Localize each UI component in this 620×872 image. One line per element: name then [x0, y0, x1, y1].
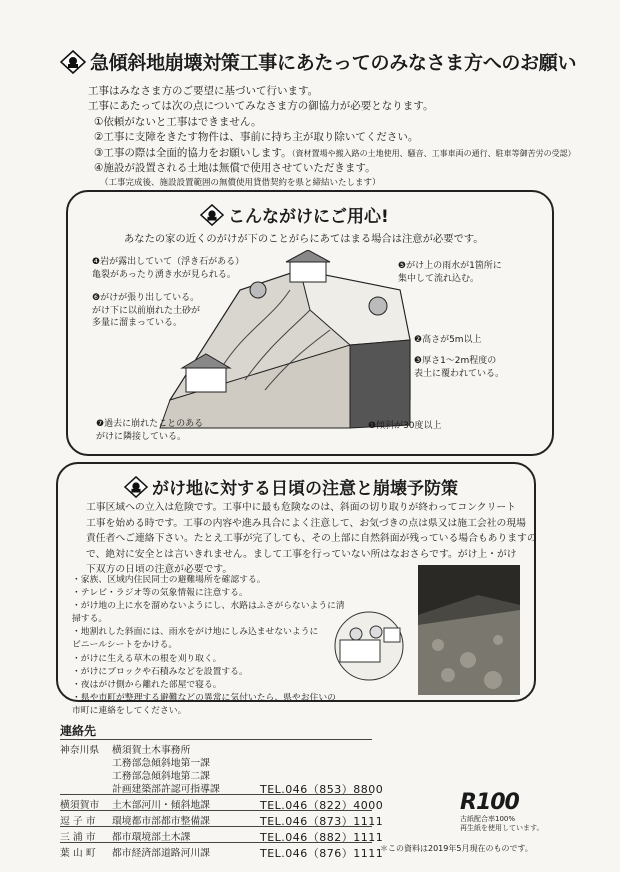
body-line: 下双方の日頃の注意が必要です。: [86, 564, 233, 576]
dept-cell: 計画建築部許認可指導課: [112, 784, 220, 795]
tel-cell: TEL.046（876）1111: [260, 847, 384, 860]
intro-item: ④施設が設置される土地は無償で使用させていただきます。: [94, 162, 376, 175]
label-6: [92, 292, 200, 330]
label-line: ❸厚さ1～2m程度の: [414, 356, 497, 366]
landslide-photo: [418, 565, 520, 695]
area-cell: 神奈川県: [60, 745, 100, 756]
label-line: 亀裂があったり湧き水が見られる。: [92, 269, 236, 280]
list-item: ・夜はがけ側から離れた部屋で寝る。: [72, 679, 222, 690]
recycle-mark: [460, 790, 543, 833]
section1-title-text: こんながけにご用心!: [228, 207, 389, 227]
construction-worker-icon: [124, 476, 148, 498]
label-line: 多量に溜まっている。: [92, 318, 183, 328]
list-item: ・テレビ・ラジオ等の気象情報に注意する。: [72, 588, 248, 599]
intro-item: ①依頼がないと工事はできません。: [94, 115, 262, 128]
contact-table: [60, 742, 384, 860]
divider: [60, 739, 372, 740]
tel-cell: TEL.046（822）4000: [260, 799, 384, 812]
page-title: [60, 48, 576, 75]
dept-cell: 環境都市部都市整備課: [112, 816, 210, 827]
list-item: 市町に連絡をしてください。: [72, 705, 187, 716]
list-item: ・がけにブロックや石積みなどを設置する。: [72, 666, 248, 677]
label-2: ❷高さが5m以上: [414, 335, 482, 345]
label-3: [414, 355, 504, 380]
section2-title-text: がけ地に対する日頃の注意と崩壊予防策: [152, 479, 458, 499]
body-line: 責任者へご連絡下さい。たとえ工事が完了しても、その上部に自然斜面が残っている場合もありますの: [86, 533, 537, 545]
prevention-list: [72, 574, 352, 718]
intro-item-text: ③工事の際は全面的協力をお願いします。: [94, 146, 292, 159]
dept-cell: 都市環境部土木課: [112, 832, 191, 843]
area-cell: 横須賀市: [60, 800, 100, 811]
body-line: 工事を始める時です。工事の内容や進み具合によく注意して、お気づきの点は県又は施工会社の現場: [86, 517, 526, 529]
list-item: ・がけ地の上に水を溜めないようにし、水路はふさがらないように清掃する。: [72, 601, 345, 625]
body-line: 工事区域への立入は危険です。工事中に最も危険なのは、斜面の切り取りが終わってコンクリート: [86, 502, 516, 513]
recycle-text: 古紙配合率100%: [460, 815, 516, 823]
family-illustration: [326, 610, 412, 682]
dept-cell: 土木部河川・傾斜地課: [112, 800, 210, 811]
label-line: ❻がけが張り出している。: [92, 293, 200, 303]
construction-worker-icon: [200, 204, 224, 226]
dept-cell: 工務部急傾斜地第一課: [112, 758, 210, 769]
label-line: がけに隣接している。: [96, 431, 187, 442]
recycle-text: 再生紙を使用しています。: [460, 824, 544, 832]
label-5: [398, 260, 502, 285]
page-title-text: 急傾斜地崩壊対策工事にあたってのみなさま方へのお願い: [90, 52, 577, 74]
label-1: ❶傾斜が30度以上: [368, 421, 442, 431]
construction-worker-icon: [60, 50, 86, 74]
label-line: 集中して流れ込む。: [398, 273, 480, 284]
label-7: [96, 418, 203, 443]
contact-title: 連絡先: [60, 724, 97, 738]
list-item: ・家族、区域内住民同士の避難場所を確認する。: [72, 575, 266, 585]
area-cell: 葉 山 町: [60, 848, 96, 859]
dept-cell: 都市経済部道路河川課: [112, 848, 210, 859]
area-cell: 三 浦 市: [60, 832, 96, 843]
list-item: ビニールシートをかける。: [72, 640, 178, 651]
dept-cell: 工務部急傾斜地第二課: [112, 771, 210, 782]
label-line: ❺がけ上の雨水が1箇所に: [398, 261, 502, 271]
dept-cell: 横須賀土木事務所: [112, 745, 191, 756]
section1-title: [200, 202, 389, 227]
recycle-logo: R100: [460, 790, 519, 815]
body-line: で、絶対に安全とは言いきれません。まして工事を行っていない所はなおさらです。がけ上・がけ: [86, 548, 517, 560]
intro-line: 工事にあたっては次の点についてみなさま方の御協力が必要となります。: [88, 100, 434, 113]
section2-title: [124, 474, 458, 499]
tel-cell: TEL.046（853）8800: [260, 783, 384, 796]
label-line: 表土に覆われている。: [414, 368, 505, 379]
section1-subtitle: あなたの家の近くのがけが下のことがらにあてはまる場合は注意が必要です。: [124, 233, 484, 245]
area-cell: 逗 子 市: [60, 816, 96, 827]
intro-item: [88, 146, 576, 161]
label-line: がけ下に以前崩れた土砂が: [92, 305, 201, 316]
label-line: ❹岩が露出していて（浮き石がある）: [92, 257, 245, 267]
intro-text: [88, 84, 576, 192]
label-4: [92, 256, 244, 281]
tel-cell: TEL.046（882）1111: [260, 831, 384, 844]
intro-line: 工事はみなさま方のご要望に基づいて行います。: [88, 85, 319, 97]
tel-cell: TEL.046（873）1111: [260, 815, 384, 828]
list-item: ・がけに生える草木の根を刈り取く。: [72, 653, 222, 664]
label-line: ❼過去に崩れたことのある: [96, 419, 204, 429]
list-item: ・地割れした斜面には、雨水をがけ地にしみ込ませないように: [72, 627, 319, 638]
intro-note: （工事完成後、施設設置範囲の無償使用貸借契約を県と締結いたします）: [100, 178, 381, 189]
footnote: ＊この資料は2019年5月現在のものです。: [380, 844, 533, 853]
intro-item: ②工事に支障をきたす物件は、事前に持ち主が取り除いてください。: [94, 131, 419, 144]
intro-item-sub: （資材置場や搬入路の土地使用、騒音、工事車両の通行、駐車等御苦労の受認）: [291, 148, 576, 158]
list-item: ・県や市町が整理する避難などの異常に気付いたら、県やお住いの: [72, 692, 336, 703]
